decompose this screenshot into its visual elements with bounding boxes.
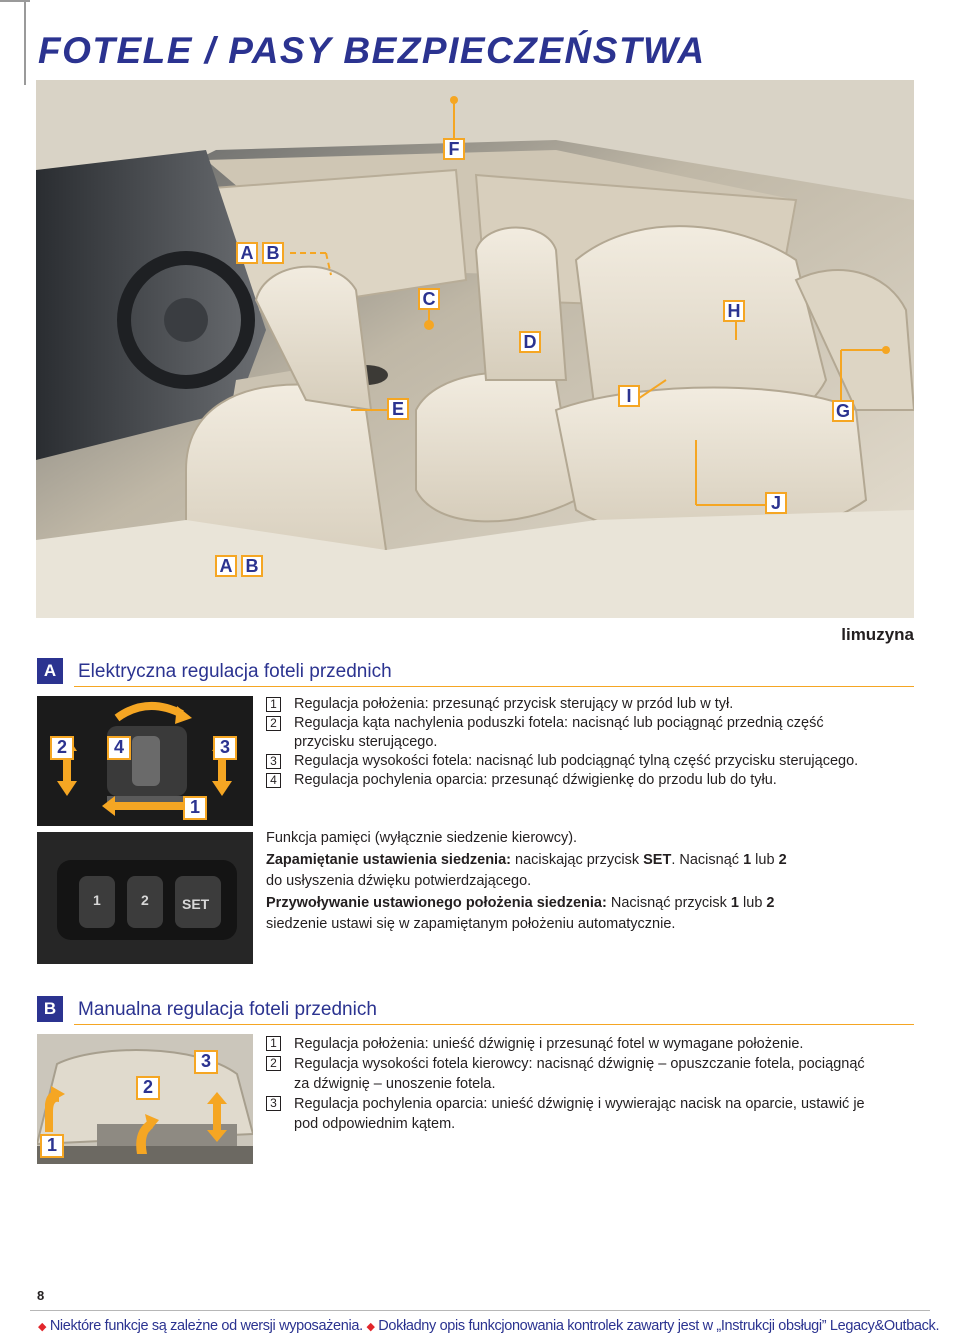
- manual-photo-num-3: 3: [194, 1050, 218, 1074]
- footer-note-1: Niektóre funkcje są zależne od wersji wyposażenia.: [49, 1318, 363, 1334]
- memory-save-b2: 2: [778, 851, 787, 868]
- memory-recall-line-2: siedzenie ustawi się w zapamiętanym położeniu automatycznie.: [266, 916, 676, 932]
- memory-save-set: SET: [643, 851, 672, 868]
- marker-b-top: B: [262, 242, 284, 264]
- memory-save-b1: 1: [743, 851, 752, 868]
- memory-save-label: Zapamiętanie ustawienia siedzenia:: [266, 851, 511, 868]
- marker-c: C: [418, 288, 440, 310]
- item-text: Regulacja pochylenia oparcia: unieść dźwignię i wywierając nacisk na oparcie, ustawić je pod odpowiednim kątem.: [294, 1096, 865, 1132]
- marker-b-bottom: B: [241, 555, 263, 577]
- list-item: [266, 1034, 866, 1054]
- item-text: Regulacja położenia: unieść dźwignię i przesunąć fotel w wymagane położenie.: [294, 1036, 804, 1052]
- footer-notes: [38, 1318, 939, 1334]
- memory-recall-text: lub: [739, 894, 767, 911]
- item-number: 3: [266, 754, 281, 769]
- marker-j: J: [765, 492, 787, 514]
- page-number: 8: [37, 1288, 45, 1303]
- manual-seat-photo: [37, 1034, 253, 1164]
- memory-recall-line: [266, 893, 906, 915]
- diamond-bullet-icon: ◆: [366, 1321, 375, 1333]
- memory-save-text: naciskając przycisk: [510, 851, 644, 868]
- memory-function-text: [266, 828, 906, 936]
- memory-recall-b1: 1: [730, 894, 739, 911]
- manual-photo-num-1: 1: [40, 1134, 64, 1158]
- item-number: 1: [266, 697, 281, 712]
- memory-recall-label: Przywoływanie ustawionego położenia siedzenia:: [266, 894, 607, 911]
- section-b-title: Manualna regulacja foteli przednich: [78, 999, 377, 1020]
- footer-rule: [30, 1310, 930, 1311]
- item-number: 4: [266, 773, 281, 788]
- crop-mark-vertical: [24, 0, 26, 85]
- power-photo-num-2: 2: [50, 736, 74, 760]
- memory-button-2: 2: [141, 892, 149, 908]
- section-b-rule: [74, 1024, 914, 1025]
- list-item: [266, 695, 906, 714]
- item-number: 1: [266, 1036, 281, 1051]
- memory-save-text: lub: [751, 851, 779, 868]
- section-a-badge: A: [37, 658, 63, 684]
- item-number: 2: [266, 1056, 281, 1071]
- list-item: [266, 1054, 866, 1094]
- marker-a-bottom: A: [215, 555, 237, 577]
- power-photo-num-3: 3: [213, 736, 237, 760]
- marker-h: H: [723, 300, 745, 322]
- marker-e: E: [387, 398, 409, 420]
- memory-save-line: [266, 850, 906, 872]
- interior-drawing: [36, 80, 914, 618]
- list-item: [266, 771, 906, 790]
- memory-save-line-2: do usłyszenia dźwięku potwierdzającego.: [266, 873, 532, 889]
- item-text: Regulacja wysokości fotela kierowcy: nacisnąć dźwignię – opuszczanie fotela, pociągnąć za dźwignię – unoszenie fotela.: [294, 1056, 865, 1092]
- power-photo-num-4: 4: [107, 736, 131, 760]
- variant-label: limuzyna: [841, 625, 914, 644]
- memory-buttons-photo: [37, 832, 253, 964]
- memory-button-1: 1: [93, 892, 101, 908]
- marker-d: D: [519, 331, 541, 353]
- item-text: Regulacja kąta nachylenia poduszki fotela: nacisnąć lub pociągnąć przednią część przycisku sterującego.: [294, 715, 824, 750]
- interior-illustration: [36, 80, 914, 618]
- manual-photo-num-2: 2: [136, 1076, 160, 1100]
- memory-button-set: SET: [182, 896, 210, 912]
- power-seat-control-photo: [37, 696, 253, 826]
- section-a-title: Elektryczna regulacja foteli przednich: [78, 661, 392, 682]
- memory-save-text: . Nacisnąć: [671, 851, 744, 868]
- item-text: Regulacja wysokości fotela: nacisnąć lub podciągnąć tylną część przycisku sterującego.: [294, 753, 859, 769]
- marker-i: I: [618, 385, 640, 407]
- diamond-bullet-icon: ◆: [38, 1321, 47, 1333]
- section-b-badge: B: [37, 996, 63, 1022]
- item-text: Regulacja położenia: przesunąć przycisk sterujący w przód lub w tył.: [294, 696, 734, 712]
- page-title: FOTELE / PASY BEZPIECZEŃSTWA: [38, 30, 706, 71]
- power-adjust-list: [266, 695, 906, 790]
- section-a-rule: [74, 686, 914, 687]
- list-item: [266, 1094, 866, 1134]
- marker-g: G: [832, 400, 854, 422]
- memory-recall-b2: 2: [766, 894, 775, 911]
- memory-intro: Funkcja pamięci (wyłącznie siedzenie kierowcy).: [266, 830, 578, 846]
- item-number: 3: [266, 1096, 281, 1111]
- manual-adjust-list: [266, 1034, 866, 1134]
- footer-note-2: Dokładny opis funkcjonowania kontrolek zawarty jest w „Instrukcji obsługi” Legacy&Outback.: [378, 1318, 940, 1334]
- memory-recall-text: Nacisnąć przycisk: [606, 894, 731, 911]
- item-text: Regulacja pochylenia oparcia: przesunąć dźwigienkę do przodu lub do tyłu.: [294, 772, 777, 788]
- item-number: 2: [266, 716, 281, 731]
- power-seat-drawing: [37, 696, 253, 826]
- marker-a-top: A: [236, 242, 258, 264]
- list-item: [266, 752, 906, 771]
- power-photo-num-1: 1: [183, 796, 207, 820]
- list-item: [266, 714, 906, 752]
- marker-f: F: [443, 138, 465, 160]
